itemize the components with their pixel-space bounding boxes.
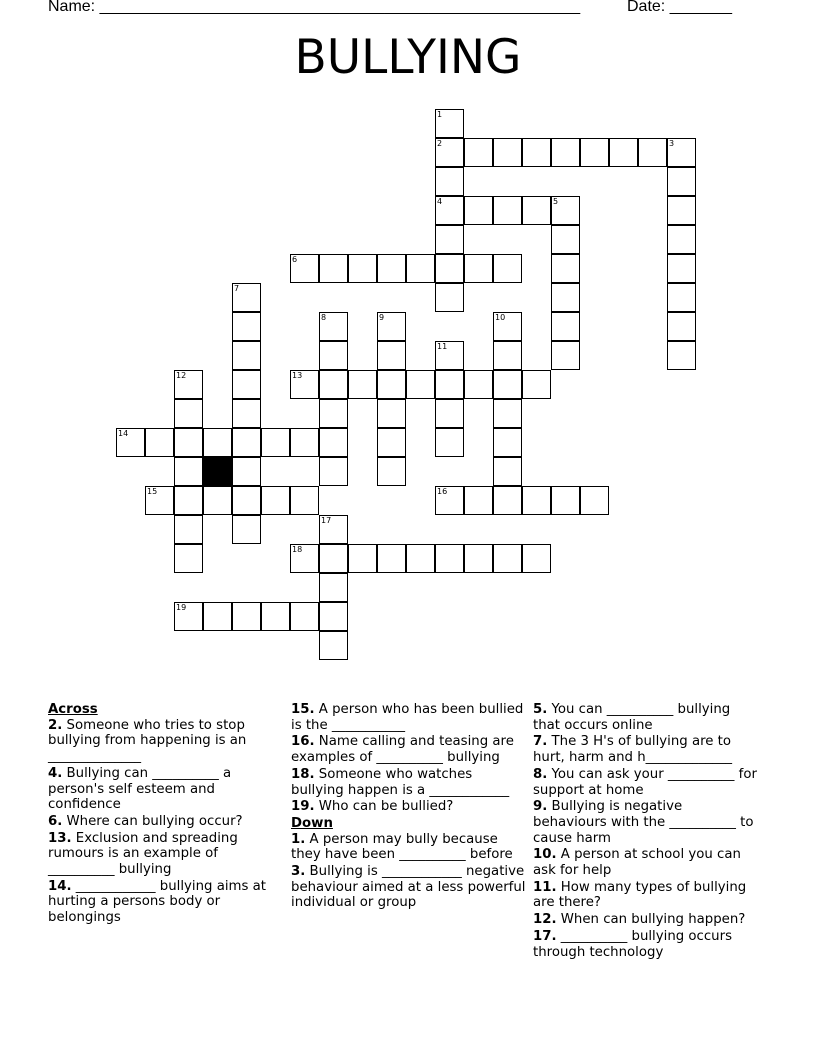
clue-number: 8. — [533, 766, 548, 782]
crossword-cell[interactable] — [435, 225, 464, 254]
down-clue-list — [291, 832, 526, 912]
clue-text: Bullying can __________ a person's self esteem and confidence — [48, 765, 232, 813]
clue-item — [533, 929, 758, 960]
crossword-cell[interactable] — [667, 312, 696, 341]
crossword-cell[interactable] — [174, 457, 203, 486]
crossword-cell[interactable] — [290, 544, 319, 573]
clue-item — [291, 832, 526, 863]
clue-text: Bullying is ____________ negative behaviour aimed at a less powerful individual or group — [291, 864, 526, 911]
clue-number: 3. — [291, 864, 306, 880]
clue-item — [291, 734, 526, 765]
crossword-cell[interactable] — [435, 283, 464, 312]
clue-number-label: 14 — [118, 429, 129, 438]
clue-number-label: 1 — [437, 110, 443, 119]
clue-number: 19. — [291, 799, 315, 815]
clues-column-3 — [533, 702, 758, 961]
crossword-cell[interactable] — [348, 254, 377, 283]
clue-text: Exclusion and spreading rumours is an example of __________ bullying — [48, 830, 238, 878]
crossword-cell[interactable] — [232, 486, 261, 515]
clue-text: You can __________ bullying that occurs online — [533, 702, 731, 733]
clue-number-label: 2 — [437, 139, 443, 148]
clue-text: Who can be bullied? — [314, 799, 454, 815]
crossword-cell[interactable] — [116, 428, 145, 457]
crossword-cell[interactable] — [348, 370, 377, 399]
crossword-cell[interactable] — [522, 486, 551, 515]
clue-text: Someone who tries to stop bullying from happening is an ______________ — [48, 717, 247, 765]
crossword-cell[interactable] — [551, 341, 580, 370]
crossword-cell[interactable] — [290, 370, 319, 399]
crossword-cell[interactable] — [667, 283, 696, 312]
crossword-cell[interactable] — [493, 544, 522, 573]
crossword-cell[interactable] — [261, 428, 290, 457]
clue-number-label: 15 — [147, 487, 158, 496]
crossword-cell[interactable] — [551, 254, 580, 283]
down-heading: Down — [291, 815, 333, 831]
crossword-cell[interactable] — [580, 138, 609, 167]
crossword-cell[interactable] — [435, 167, 464, 196]
crossword-cell[interactable] — [493, 196, 522, 225]
crossword-cell[interactable] — [232, 370, 261, 399]
crossword-cell[interactable] — [551, 312, 580, 341]
crossword-cell[interactable] — [377, 370, 406, 399]
crossword-cell[interactable] — [232, 341, 261, 370]
clue-text: A person at school you can ask for help — [533, 847, 741, 879]
clue-text: When can bullying happen? — [556, 912, 746, 928]
crossword-cell[interactable] — [174, 370, 203, 399]
crossword-cell[interactable] — [435, 399, 464, 428]
crossword-cell[interactable] — [464, 544, 493, 573]
clue-text: __________ bullying occurs through technology — [533, 928, 732, 960]
crossword-cell[interactable] — [290, 428, 319, 457]
across-clue-list-continued — [291, 702, 526, 815]
crossword-cell[interactable] — [319, 515, 348, 544]
crossword-cell[interactable] — [464, 370, 493, 399]
clue-number: 7. — [533, 734, 548, 750]
crossword-cell[interactable] — [261, 486, 290, 515]
clue-number: 5. — [533, 702, 548, 717]
crossword-cell[interactable] — [464, 254, 493, 283]
clue-item — [291, 799, 526, 815]
clue-number: 15. — [291, 702, 315, 717]
clue-number-label: 7 — [234, 284, 240, 293]
crossword-cell[interactable] — [493, 399, 522, 428]
clue-number: 9. — [533, 799, 548, 815]
crossword-cell[interactable] — [493, 254, 522, 283]
name-label: Name: ______________________________________________________ — [48, 0, 581, 15]
crossword-cell[interactable] — [377, 544, 406, 573]
crossword-cell[interactable] — [406, 370, 435, 399]
down-clue-list-continued — [533, 702, 758, 960]
crossword-cell[interactable] — [203, 602, 232, 631]
clue-number: 10. — [533, 847, 557, 863]
clue-item — [533, 847, 758, 878]
crossword-cell[interactable] — [638, 138, 667, 167]
crossword-cell[interactable] — [174, 544, 203, 573]
clue-number-label: 9 — [379, 313, 385, 322]
clue-number-label: 18 — [292, 545, 303, 554]
clue-text: Name calling and teasing are examples of __________ bullying — [291, 734, 514, 766]
crossword-cell[interactable] — [551, 486, 580, 515]
crossword-cell[interactable] — [319, 399, 348, 428]
crossword-cell[interactable] — [522, 544, 551, 573]
crossword-cell[interactable] — [493, 457, 522, 486]
clue-number: 17. — [533, 928, 557, 944]
crossword-cell[interactable] — [522, 370, 551, 399]
crossword-cell[interactable] — [319, 428, 348, 457]
clue-text: A person may bully because they have been __________ before — [291, 831, 513, 863]
clue-number-label: 10 — [495, 313, 506, 322]
crossword-cell[interactable] — [377, 341, 406, 370]
crossword-cell[interactable] — [435, 196, 464, 225]
crossword-cell[interactable] — [232, 515, 261, 544]
crossword-cell[interactable] — [232, 312, 261, 341]
crossword-cell[interactable] — [435, 254, 464, 283]
crossword-cell[interactable] — [551, 138, 580, 167]
clue-number: 12. — [533, 912, 557, 928]
crossword-cell[interactable] — [493, 341, 522, 370]
crossword-cell[interactable] — [435, 486, 464, 515]
crossword-cell[interactable] — [145, 428, 174, 457]
crossword-cell[interactable] — [348, 544, 377, 573]
crossword-cell[interactable] — [232, 428, 261, 457]
clue-item — [48, 831, 268, 878]
crossword-cell[interactable] — [319, 457, 348, 486]
crossword-cell[interactable] — [319, 370, 348, 399]
crossword-cell[interactable] — [464, 486, 493, 515]
crossword-cell[interactable] — [667, 167, 696, 196]
crossword-cell[interactable] — [290, 254, 319, 283]
clue-item — [533, 734, 758, 765]
crossword-cell[interactable] — [377, 428, 406, 457]
crossword-cell[interactable] — [377, 399, 406, 428]
crossword-cell[interactable] — [319, 544, 348, 573]
crossword-cell[interactable] — [290, 602, 319, 631]
crossword-cell[interactable] — [493, 138, 522, 167]
crossword-cell[interactable] — [319, 312, 348, 341]
crossword-cell[interactable] — [319, 573, 348, 602]
clue-text: How many types of bullying are there? — [533, 879, 747, 911]
clue-text: ____________ bullying aims at hurting a persons body or belongings — [48, 878, 267, 926]
crossword-cell[interactable] — [377, 457, 406, 486]
crossword-cell[interactable] — [493, 312, 522, 341]
clue-number-label: 16 — [437, 487, 448, 496]
crossword-cell[interactable] — [667, 225, 696, 254]
crossword-cell[interactable] — [493, 370, 522, 399]
clue-item — [533, 799, 758, 846]
crossword-cell[interactable] — [290, 486, 319, 515]
clue-number: 1. — [291, 831, 306, 847]
crossword-cell[interactable] — [551, 283, 580, 312]
crossword-cell[interactable] — [435, 428, 464, 457]
crossword-cell[interactable] — [174, 486, 203, 515]
clue-number: 16. — [291, 734, 315, 750]
crossword-cell[interactable] — [493, 428, 522, 457]
clue-number: 2. — [48, 717, 63, 733]
clue-item — [533, 880, 758, 911]
crossword-cell[interactable] — [174, 428, 203, 457]
crossword-cell[interactable] — [232, 457, 261, 486]
crossword-cell[interactable] — [667, 196, 696, 225]
clue-item — [48, 718, 268, 765]
crossword-cell[interactable] — [551, 225, 580, 254]
crossword-cell[interactable] — [377, 312, 406, 341]
across-clue-list — [48, 718, 268, 926]
crossword-cell[interactable] — [174, 602, 203, 631]
crossword-cell[interactable] — [232, 602, 261, 631]
clue-item — [291, 767, 526, 798]
date-label: Date: _______ — [627, 0, 732, 15]
crossword-cell[interactable] — [435, 109, 464, 138]
clue-number-label: 4 — [437, 197, 443, 206]
crossword-cell[interactable] — [522, 138, 551, 167]
blocked-cell — [203, 457, 232, 486]
clue-text: A person who has been bullied is the ___________ — [291, 702, 524, 733]
crossword-cell[interactable] — [319, 254, 348, 283]
crossword-cell[interactable] — [145, 486, 174, 515]
clue-text: The 3 H's of bullying are to hurt, harm and h_____________ — [533, 734, 733, 766]
crossword-cell[interactable] — [464, 138, 493, 167]
crossword-cell[interactable] — [406, 544, 435, 573]
clue-number-label: 19 — [176, 603, 187, 612]
clue-number-label: 12 — [176, 371, 187, 380]
clue-number-label: 5 — [553, 197, 559, 206]
crossword-cell[interactable] — [551, 196, 580, 225]
crossword-cell[interactable] — [667, 341, 696, 370]
clue-item — [48, 766, 268, 813]
crossword-cell[interactable] — [232, 283, 261, 312]
crossword-cell[interactable] — [377, 254, 406, 283]
crossword-cell[interactable] — [435, 138, 464, 167]
clue-number: 6. — [48, 813, 63, 829]
clue-item — [48, 879, 268, 926]
clue-item — [291, 702, 526, 733]
crossword-cell[interactable] — [174, 399, 203, 428]
clue-item — [291, 864, 526, 911]
clue-text: Where can bullying occur? — [62, 813, 243, 829]
clue-number: 13. — [48, 830, 72, 846]
puzzle-title: BULLYING — [294, 30, 522, 85]
crossword-cell[interactable] — [203, 428, 232, 457]
crossword-cell[interactable] — [522, 196, 551, 225]
crossword-cell[interactable] — [435, 370, 464, 399]
crossword-cell[interactable] — [609, 138, 638, 167]
across-heading: Across — [48, 702, 98, 717]
clue-item — [48, 814, 268, 830]
clue-number: 11. — [533, 879, 557, 895]
crossword-cell[interactable] — [232, 399, 261, 428]
clue-number-label: 8 — [321, 313, 327, 322]
clue-number-label: 6 — [292, 255, 298, 264]
clue-number-label: 3 — [669, 139, 675, 148]
clues-column-1 — [48, 702, 268, 927]
crossword-cell[interactable] — [261, 602, 290, 631]
crossword-cell[interactable] — [174, 515, 203, 544]
crossword-cell[interactable] — [464, 196, 493, 225]
crossword-cell[interactable] — [319, 341, 348, 370]
clue-item — [533, 702, 758, 733]
clue-number-label: 13 — [292, 371, 303, 380]
clue-number: 4. — [48, 765, 63, 781]
crossword-cell[interactable] — [406, 254, 435, 283]
clue-text: You can ask your __________ for support at home — [533, 766, 757, 798]
clue-number: 14. — [48, 878, 72, 894]
clue-text: Bullying is negative behaviours with the __________ to cause harm — [533, 799, 754, 846]
crossword-cell[interactable] — [203, 486, 232, 515]
clue-number: 18. — [291, 766, 315, 782]
clue-text: Someone who watches bullying happen is a ____________ — [291, 766, 510, 798]
crossword-cell[interactable] — [319, 602, 348, 631]
crossword-cell[interactable] — [319, 631, 348, 660]
clue-item — [533, 767, 758, 798]
clue-number-label: 17 — [321, 516, 332, 525]
crossword-cell[interactable] — [435, 544, 464, 573]
clue-number-label: 11 — [437, 342, 448, 351]
crossword-cell[interactable] — [580, 486, 609, 515]
clues-column-2 — [291, 702, 526, 912]
crossword-cell[interactable] — [435, 341, 464, 370]
clue-item — [533, 912, 758, 928]
crossword-cell[interactable] — [667, 138, 696, 167]
crossword-cell[interactable] — [667, 254, 696, 283]
crossword-cell[interactable] — [493, 486, 522, 515]
